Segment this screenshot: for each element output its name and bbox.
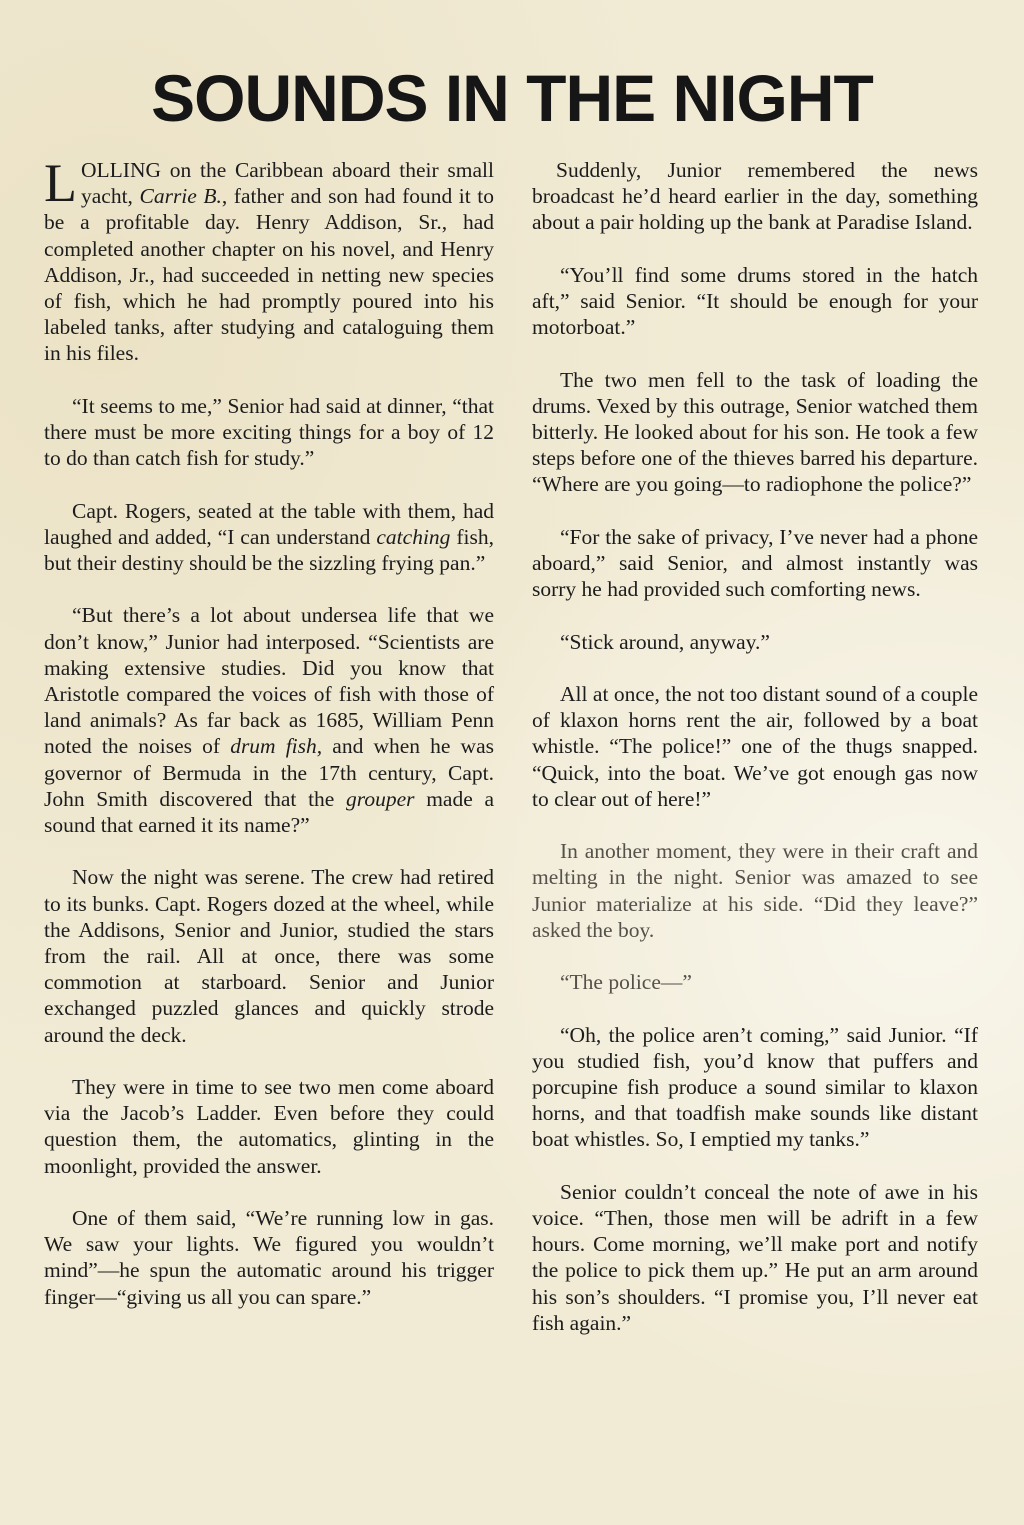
paragraph: “It seems to me,” Senior had said at dinner, “that there must be more exciting things for a boy of 12 to do than catch fish for study.” xyxy=(44,393,494,471)
paragraph: “Stick around, anyway.” xyxy=(560,629,770,654)
paragraph: “For the sake of privacy, I’ve never had a phone aboard,” said Senior, and almost instantly was sorry he had provided such comforting news. xyxy=(532,524,978,602)
paragraph: They were in time to see two men come aboard via the Jacob’s Ladder. Even before they could question them, the automatics, glinting in the moonlight, provided the answer. xyxy=(44,1075,494,1178)
paragraph: All at once, the not too distant sound of a couple of klaxon horns rent the air, followed by a boat whistle. “The police!” one of the thugs snapped. “Quick, into the boat. We’ve got enough gas now to clear out of here!” xyxy=(532,681,978,811)
paragraph: One of them said, “We’re running low in gas. We saw your lights. We figured you wouldn’t mind”—he spun the automatic around his trigger finger—“giving us all you can spare.” xyxy=(44,1206,494,1309)
paragraph: “The police—” xyxy=(560,970,692,995)
paragraph: “Oh, the police aren’t coming,” said Junior. “If you studied fish, you’d know that puffers and porcupine fish produce a sound similar to klaxon horns, and that toadfish make sounds like distant boat whistles. So, I emptied my tanks.” xyxy=(532,1022,978,1152)
drop-cap: L xyxy=(44,153,77,213)
paragraph: Capt. Rogers, seated at the table with them, had laughed and added, “I can understand catching fish, but their destiny should be the sizzling frying pan.” xyxy=(44,498,495,576)
paragraph: Suddenly, Junior remembered the news broadcast he’d heard earlier in the day, something about a pair holding up the bank at Paradise Island. xyxy=(532,158,978,235)
right-column xyxy=(532,157,978,1362)
paragraph: In another moment, they were in their craft and melting in the night. Senior was amazed to see Junior materialize at his side. “Did they leave?” asked the boy. xyxy=(532,839,978,942)
left-column xyxy=(44,153,495,1336)
paragraph: “But there’s a lot about undersea life that we don’t know,” Junior had interposed. “Scientists are making extensive studies. Did you know that Aristotle compared the voices of fish with those of land animals? As far back as 1685, William Penn noted the noises of drum fish, and when he was governor of Bermuda in the 17th century, Capt. John Smith discovered that the grouper made a sound that earned it its name?” xyxy=(44,603,494,838)
article-title: SOUNDS IN THE NIGHT xyxy=(151,61,873,135)
paragraph: LOLLING on the Caribbean aboard their small yacht, Carrie B., father and son had found it to be a profitable day. Henry Addison, Sr., had completed another chapter on his novel, and Henry Addison, Jr., had succeeded in netting new species of fish, which he had promptly poured into his labeled tanks, after studying and cataloguing them in his files. xyxy=(44,153,494,366)
paragraph: The two men fell to the task of loading the drums. Vexed by this outrage, Senior watched them bitterly. He looked about for his son. He took a few steps before one of the thieves barred his departure. “Where are you going—to radiophone the police?” xyxy=(532,367,978,497)
paragraph: “You’ll find some drums stored in the hatch aft,” said Senior. “It should be enough for your motorboat.” xyxy=(532,262,978,340)
paragraph: Now the night was serene. The crew had retired to its bunks. Capt. Rogers dozed at the wheel, while the Addisons, Senior and Junior, studied the stars from the rail. All at once, there was some commotion at starboard. Senior and Junior exchanged puzzled glances and quickly strode around the deck. xyxy=(44,865,494,1047)
paragraph: Senior couldn’t conceal the note of awe in his voice. “Then, those men will be adrift in a few hours. Come morning, we’ll make port and notify the police to pick them up.” He put an arm around his son’s shoulders. “I promise you, I’ll never eat fish again.” xyxy=(532,1179,978,1335)
